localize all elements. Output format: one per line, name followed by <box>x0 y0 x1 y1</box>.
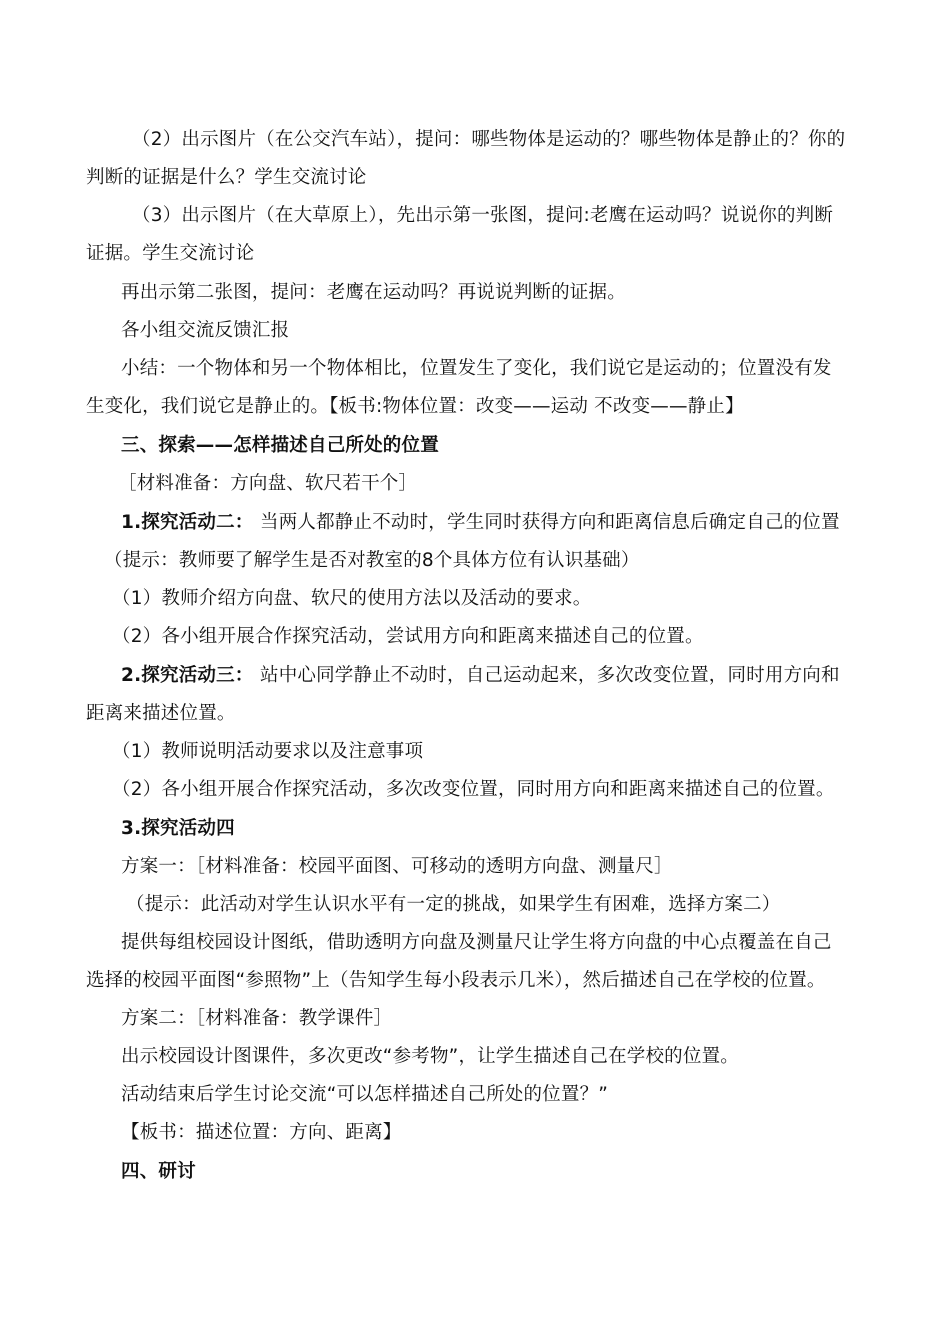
paragraph-line: （提示：此活动对学生认识水平有一定的挑战，如果学生有困难，选择方案二） <box>126 894 781 915</box>
paragraph-line: 方案二：［材料准备：教学课件］ <box>121 1008 393 1029</box>
section-heading: 四、研讨 <box>121 1161 196 1182</box>
paragraph-line: 站中心同学静止不动时，自己运动起来，多次改变位置，同时用方向和 <box>260 665 840 686</box>
paragraph-line: 证据。学生交流讨论 <box>86 243 255 264</box>
paragraph-line: 再出示第二张图，提问：老鹰在运动吗？再说说判断的证据。 <box>121 282 626 303</box>
paragraph-line: （2）各小组开展合作探究活动，多次改变位置，同时用方向和距离来描述自己的位置。 <box>112 779 835 800</box>
paragraph-line: 距离来描述位置。 <box>86 703 236 724</box>
paragraph-line: 【板书：描述位置：方向、距离】 <box>121 1122 402 1143</box>
paragraph-line: ［材料准备：方向盘、软尺若干个］ <box>118 473 418 494</box>
paragraph-line: （3）出示图片（在大草原上），先出示第一张图，提问:老鹰在运动吗？说说你的判断 <box>132 205 834 226</box>
activity-label: 3.探究活动四 <box>121 818 235 839</box>
paragraph-line: 各小组交流反馈汇报 <box>121 320 290 341</box>
paragraph-line: 出示校园设计图课件，多次更改“参考物”，让学生描述自己在学校的位置。 <box>121 1046 739 1067</box>
paragraph-line: 小结：一个物体和另一个物体相比，位置发生了变化，我们说它是运动的；位置没有发 <box>121 358 832 379</box>
section-heading: 三、探索——怎样描述自己所处的位置 <box>121 435 439 456</box>
paragraph-line: （2）出示图片（在公交汽车站），提问：哪些物体是运动的？哪些物体是静止的？你的 <box>132 129 846 150</box>
paragraph-line: 判断的证据是什么？学生交流讨论 <box>86 167 367 188</box>
paragraph-line: 生变化，我们说它是静止的。【板书:物体位置：改变——运动 不改变——静止】 <box>86 396 744 417</box>
paragraph-line: 选择的校园平面图“参照物”上（告知学生每小段表示几米），然后描述自己在学校的位置。 <box>86 970 826 991</box>
paragraph-line: 活动结束后学生讨论交流“可以怎样描述自己所处的位置？” <box>121 1084 609 1105</box>
paragraph-line: （2）各小组开展合作探究活动，尝试用方向和距离来描述自己的位置。 <box>112 626 704 647</box>
paragraph-line: （1）教师说明活动要求以及注意事项 <box>112 741 424 762</box>
activity-label: 2.探究活动三： <box>121 665 254 686</box>
activity-label: 1.探究活动二： <box>121 512 254 533</box>
paragraph-line: 当两人都静止不动时，学生同时获得方向和距离信息后确定自己的位置 <box>260 512 840 533</box>
paragraph-line: 方案一：［材料准备：校园平面图、可移动的透明方向盘、测量尺］ <box>121 856 673 877</box>
paragraph-line: （提示：教师要了解学生是否对教室的8个具体方位有认识基础） <box>104 550 640 571</box>
paragraph-line: （1）教师介绍方向盘、软尺的使用方法以及活动的要求。 <box>112 588 592 609</box>
paragraph-line: 提供每组校园设计图纸，借助透明方向盘及测量尺让学生将方向盘的中心点覆盖在自己 <box>121 932 832 953</box>
